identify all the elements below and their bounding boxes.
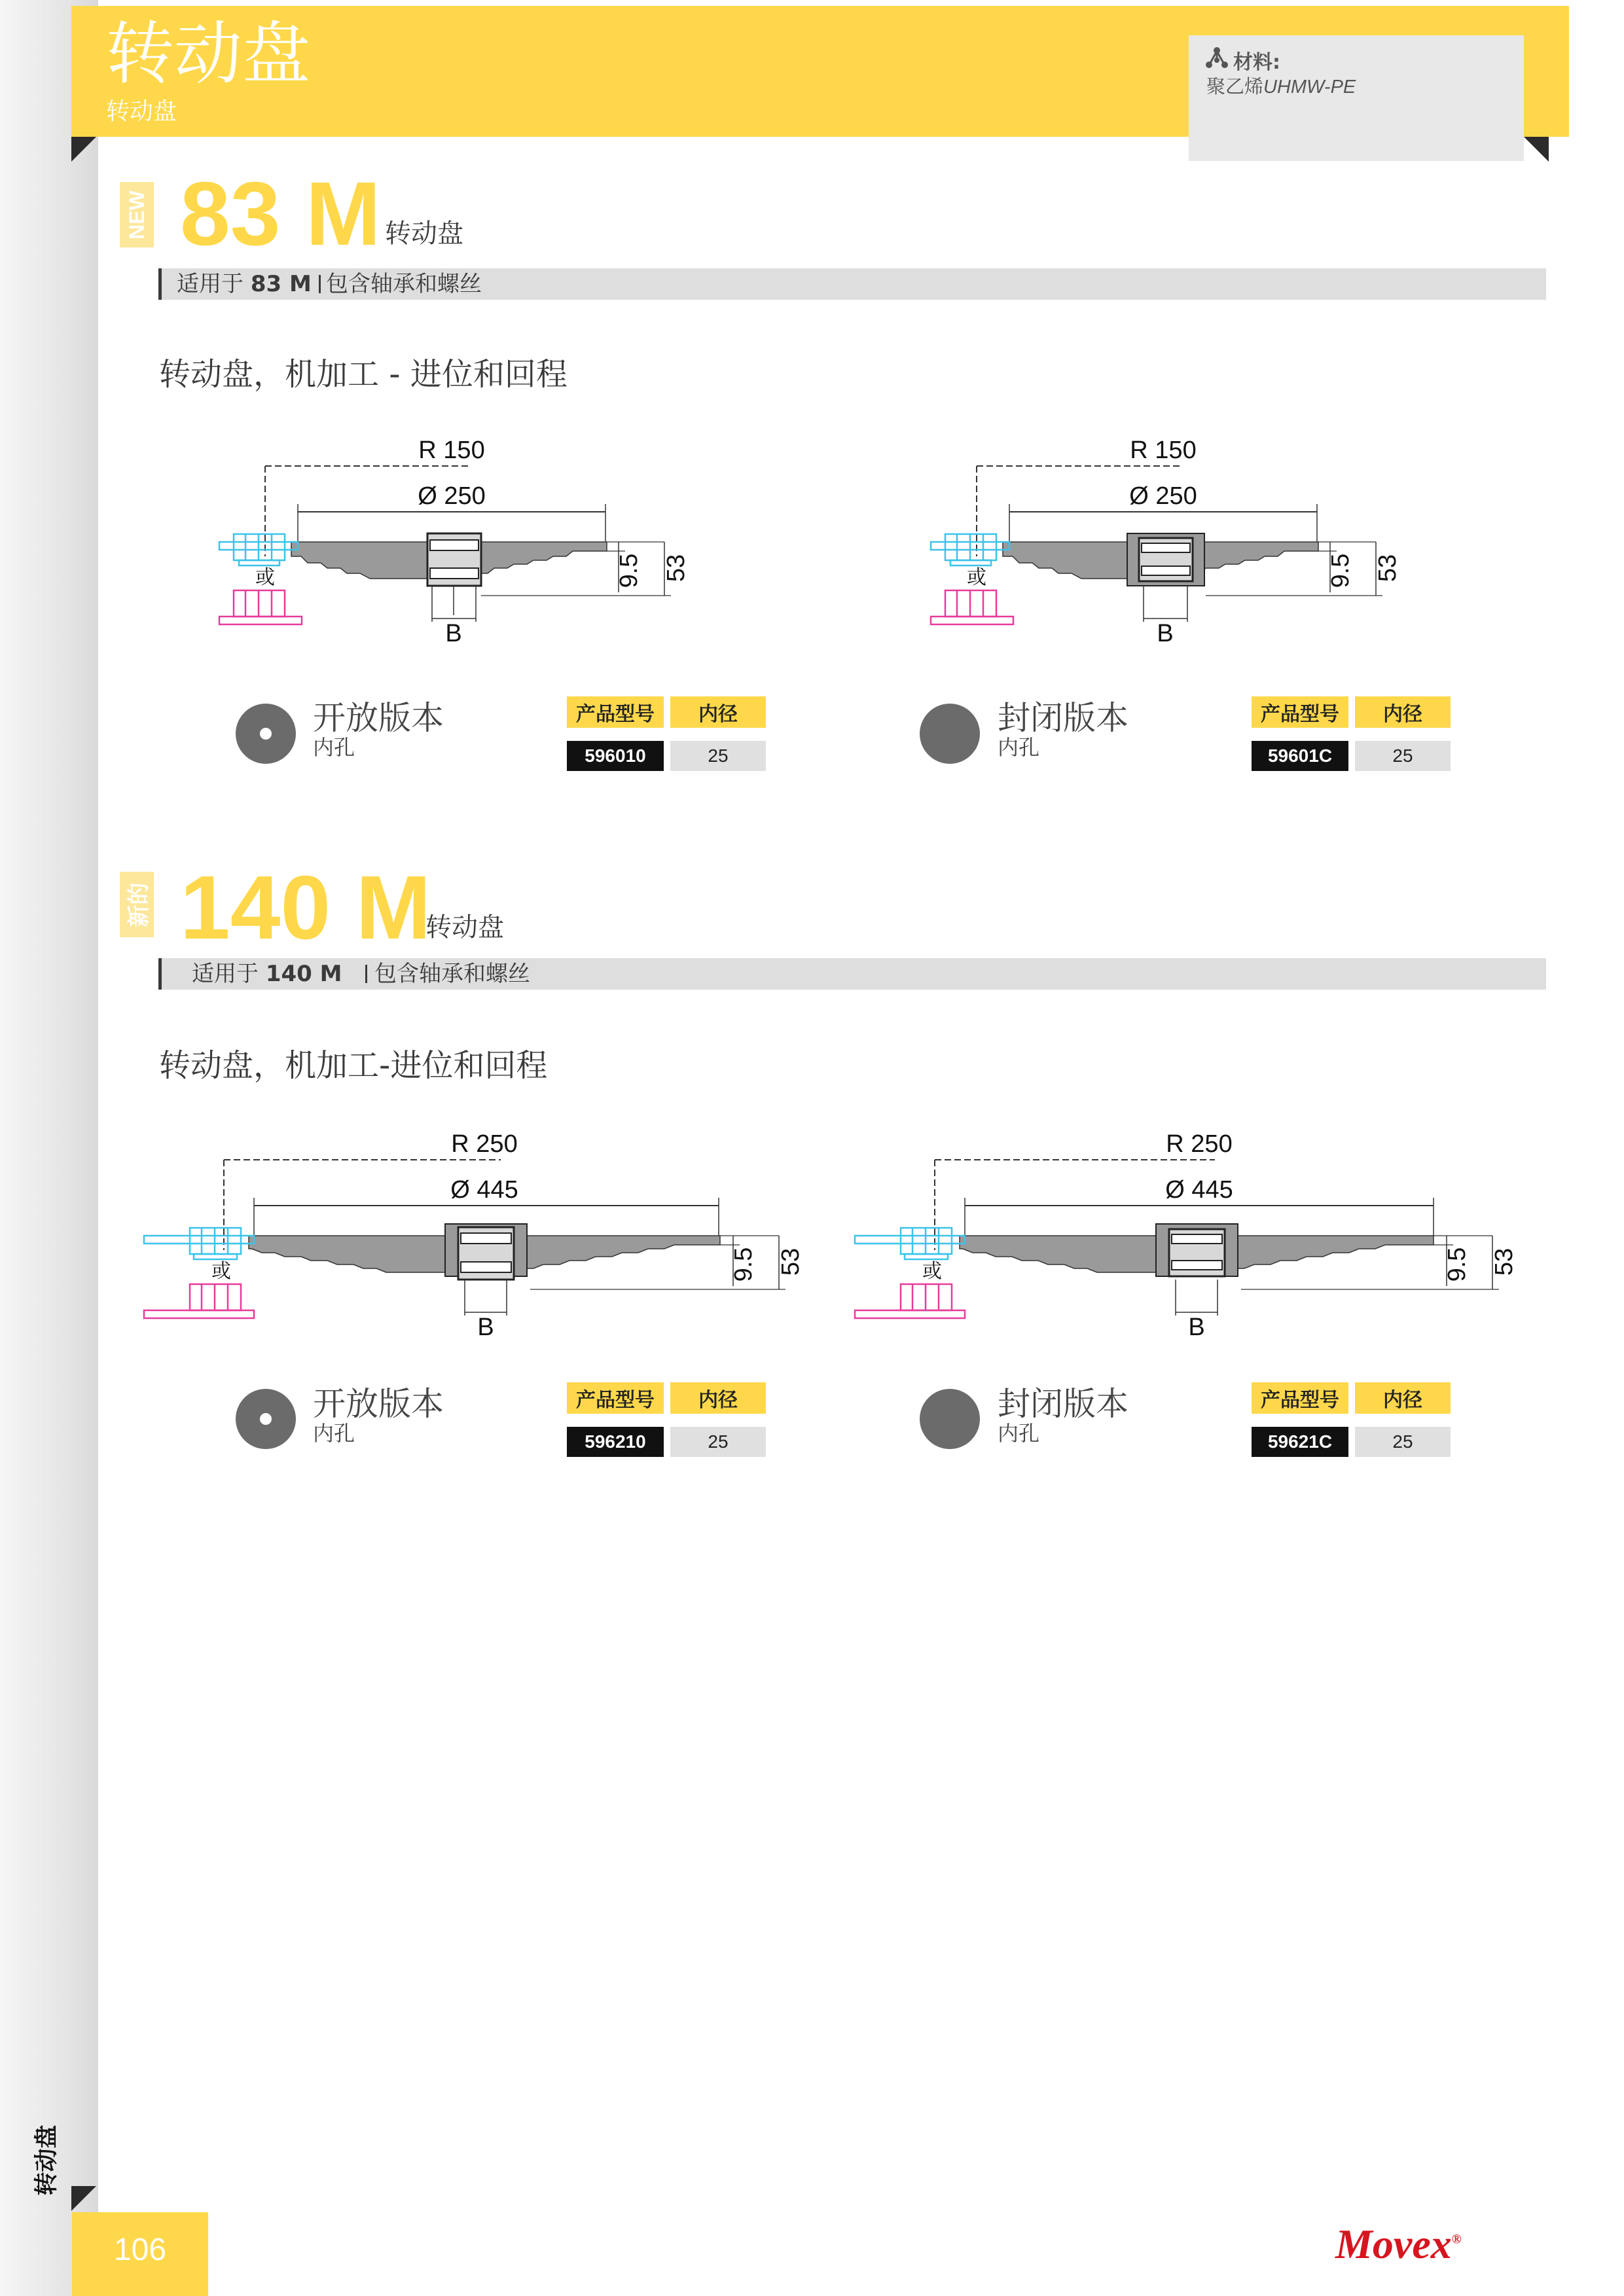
or-label: 或 (922, 1260, 942, 1283)
radius-label: R 250 (451, 1130, 518, 1158)
applies-bar-edge (158, 268, 162, 300)
header-corner-right (1524, 137, 1549, 162)
section-heading: 转动盘，机加工 - 进位和回程 (159, 356, 568, 393)
product-code: 59621C (1252, 1427, 1348, 1457)
diameter-label: Ø 250 (418, 482, 486, 510)
material-value (1206, 72, 1356, 99)
new-badge: NEW (120, 182, 154, 247)
applies-separator (319, 275, 321, 293)
thickness-label: 9.5 (615, 553, 643, 588)
version-title: 封闭版本 (998, 1385, 1128, 1423)
version-title: 开放版本 (313, 699, 444, 737)
applies-text: 适用于 83 M (177, 271, 312, 297)
section-heading: 转动盘，机加工-进位和回程 (159, 1047, 548, 1084)
product-code: 596210 (567, 1427, 664, 1457)
height-label: 53 (1490, 1247, 1518, 1276)
material-value-cn: 聚乙烯 (1206, 75, 1264, 98)
col-header-bore: 内径 (670, 696, 766, 728)
molecule-icon (1204, 46, 1229, 71)
bore-value: 25 (1355, 741, 1451, 771)
or-label: 或 (211, 1260, 231, 1283)
bore-value: 25 (1355, 1427, 1451, 1457)
col-header-bore: 内径 (670, 1382, 766, 1414)
col-header-code: 产品型号 (567, 696, 664, 728)
page-title: 转动盘 (106, 14, 311, 94)
col-header-code: 产品型号 (567, 1382, 664, 1414)
bore-label: B (1157, 620, 1174, 647)
model-title: 140 M (180, 857, 431, 958)
or-label: 或 (967, 566, 986, 589)
applies-includes: 包含轴承和螺丝 (326, 271, 482, 297)
thickness-label: 9.5 (1327, 553, 1354, 588)
col-header-code: 产品型号 (1252, 1382, 1348, 1414)
version-subtitle: 内孔 (998, 1421, 1040, 1446)
model-title: 83 M (180, 164, 381, 264)
version-subtitle: 内孔 (313, 1421, 355, 1446)
closed-disc-icon (920, 1389, 980, 1449)
radius-label: R 250 (1166, 1130, 1233, 1158)
new-badge: 新的 (120, 872, 154, 937)
turntable-drawing-open (206, 425, 717, 661)
version-subtitle: 内孔 (313, 735, 355, 760)
col-header-code: 产品型号 (1252, 696, 1348, 728)
side-category-label: 转动盘 (33, 2124, 60, 2196)
thickness-label: 9.5 (730, 1247, 757, 1282)
brand-logo: Movex® (1335, 2221, 1462, 2267)
product-code: 59601C (1252, 741, 1348, 771)
version-subtitle: 内孔 (998, 735, 1040, 760)
page-number: 106 (113, 2233, 167, 2267)
thickness-label: 9.5 (1443, 1247, 1471, 1282)
model-subtitle: 转动盘 (425, 912, 504, 942)
radius-label: R 150 (418, 437, 485, 464)
turntable-drawing-open (137, 1119, 831, 1355)
height-label: 53 (1374, 554, 1401, 583)
side-strip (0, 0, 98, 2296)
applies-bar-edge (158, 958, 162, 990)
bore-label: B (445, 620, 462, 647)
height-label: 53 (777, 1247, 804, 1276)
closed-disc-icon (920, 704, 980, 764)
bore-hole-icon (260, 728, 272, 740)
bore-label: B (1188, 1314, 1205, 1341)
version-title: 封闭版本 (998, 699, 1128, 737)
col-header-bore: 内径 (1355, 696, 1451, 728)
version-title: 开放版本 (313, 1385, 444, 1423)
turntable-drawing-closed (848, 1119, 1542, 1355)
applies-includes: 包含轴承和螺丝 (374, 961, 530, 987)
page-subtitle: 转动盘 (106, 98, 177, 125)
diameter-label: Ø 445 (450, 1176, 518, 1204)
footer-corner (71, 2186, 96, 2211)
height-label: 53 (662, 554, 690, 583)
bore-value: 25 (670, 741, 766, 771)
product-code: 596010 (567, 741, 664, 771)
turntable-drawing-closed (918, 425, 1428, 661)
diameter-label: Ø 445 (1165, 1176, 1233, 1204)
applies-separator (365, 965, 367, 983)
model-subtitle: 转动盘 (385, 219, 463, 249)
bore-value: 25 (670, 1427, 766, 1457)
material-label: 材料: (1233, 51, 1280, 74)
applies-text: 适用于 140 M (192, 961, 342, 987)
bore-hole-icon (260, 1413, 272, 1425)
header-corner-left (71, 137, 96, 162)
bore-label: B (477, 1314, 494, 1341)
material-value-en: UHMW-PE (1263, 77, 1356, 98)
diameter-label: Ø 250 (1129, 482, 1197, 510)
or-label: 或 (255, 566, 275, 589)
col-header-bore: 内径 (1355, 1382, 1451, 1414)
radius-label: R 150 (1130, 437, 1197, 464)
